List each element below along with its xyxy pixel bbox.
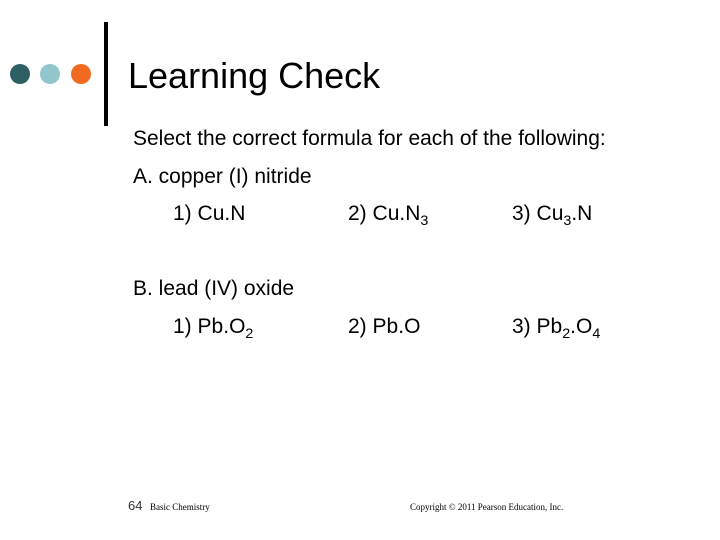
option-number: 2): [348, 202, 367, 225]
option-a3: [512, 201, 592, 227]
footer-book-title: Basic Chemistry: [150, 502, 210, 512]
question-a-label: A. copper (I) nitride: [133, 165, 312, 188]
option-number: 2): [348, 315, 367, 338]
formula: $Cu_3.N$: [536, 202, 593, 229]
option-number: 3): [512, 202, 531, 225]
formula: Cu.N: [197, 202, 246, 225]
question-b-label: B. lead (IV) oxide: [133, 277, 295, 300]
decorative-dot-orange: [71, 64, 91, 84]
formula: $Pb_2.O_4$: [536, 315, 601, 342]
formula: Pb.O: [372, 315, 421, 338]
option-b3: [512, 314, 600, 340]
slide-title: Learning Check: [128, 55, 381, 96]
title-divider-bar: [104, 22, 108, 126]
formula: $Cu.N_3$: [372, 202, 429, 229]
option-number: 3): [512, 315, 531, 338]
formula: $Pb.O_2$: [197, 315, 254, 342]
option-number: 1): [173, 315, 192, 338]
decorative-dot-dark-teal: [10, 64, 30, 84]
footer-copyright: Copyright © 2011 Pearson Education, Inc.: [410, 502, 564, 512]
option-a1: [173, 201, 245, 227]
option-number: 1): [173, 202, 192, 225]
page-number: 64: [128, 498, 143, 513]
option-a2: [348, 201, 428, 227]
question-prompt: Select the correct formula for each of the following:: [133, 127, 606, 150]
decorative-dot-light-teal: [40, 64, 60, 84]
option-b1: [173, 314, 253, 340]
option-b2: [348, 314, 420, 340]
